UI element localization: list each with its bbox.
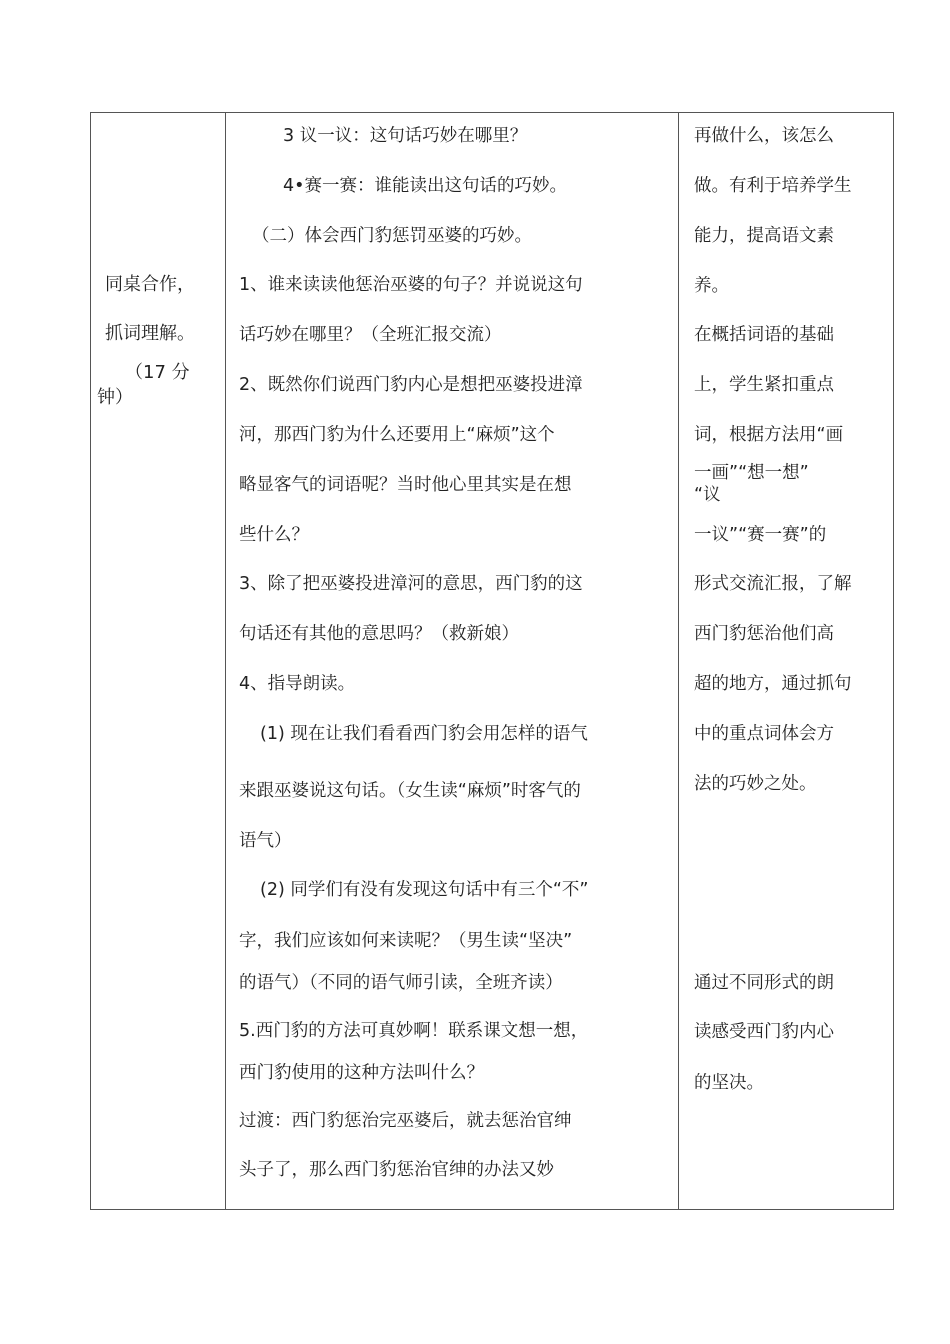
duration-line: （17 分 bbox=[125, 362, 190, 383]
content-line: 河，那西门豹为什么还要用上“麻烦”这个 bbox=[239, 425, 555, 445]
note-line: 再做什么，该怎么 bbox=[694, 126, 834, 146]
note-line: 在概括词语的基础 bbox=[694, 325, 834, 345]
content-line: 语气） bbox=[239, 831, 292, 851]
activity-cell bbox=[91, 113, 225, 1209]
content-line: 4、指导朗读。 bbox=[239, 674, 356, 694]
content-line: 的语气）（不同的语气师引读，全班齐读） bbox=[239, 973, 563, 993]
note-line: 一画”“想一想” bbox=[694, 463, 809, 483]
content-line: 话巧妙在哪里？（全班汇报交流） bbox=[239, 325, 502, 345]
note-line: 超的地方，通过抓句 bbox=[694, 674, 852, 694]
content-line: (2) 同学们有没有发现这句话中有三个“不” bbox=[260, 880, 589, 900]
section-heading: （二）体会西门豹惩罚巫婆的巧妙。 bbox=[252, 226, 532, 246]
content-line: 字，我们应该如何来读呢？（男生读“坚决” bbox=[239, 931, 573, 951]
design-intent-cell bbox=[679, 113, 893, 1209]
content-line: 头子了，那么西门豹惩治官绅的办法又妙 bbox=[239, 1160, 554, 1180]
content-line: 4•赛一赛：谁能读出这句话的巧妙。 bbox=[283, 176, 567, 196]
content-line: 5.西门豹的方法可真妙啊！联系课文想一想， bbox=[239, 1021, 589, 1041]
lesson-plan-table bbox=[90, 112, 894, 1210]
note-line: 西门豹惩治他们高 bbox=[694, 624, 834, 644]
note-line: 能力，提高语文素 bbox=[694, 226, 834, 246]
content-line: 1、谁来读读他惩治巫婆的句子？并说说这句 bbox=[239, 275, 583, 295]
note-line: 上，学生紧扣重点 bbox=[694, 375, 834, 395]
note-line: 法的巧妙之处。 bbox=[694, 774, 817, 794]
note-line: 通过不同形式的朗 bbox=[694, 973, 834, 993]
content-line: 2、既然你们说西门豹内心是想把巫婆投进漳 bbox=[239, 375, 583, 395]
note-line: 形式交流汇报，了解 bbox=[694, 574, 852, 594]
note-line: 读感受西门豹内心 bbox=[694, 1022, 834, 1042]
note-line: 词，根据方法用“画 bbox=[694, 425, 844, 445]
duration-line: 钟） bbox=[97, 387, 133, 408]
note-line: “议 bbox=[694, 485, 721, 505]
note-line: 中的重点词体会方 bbox=[694, 724, 834, 744]
teaching-process-cell bbox=[226, 113, 678, 1209]
content-line: 来跟巫婆说这句话。（女生读“麻烦”时客气的 bbox=[239, 781, 581, 801]
content-line: 句话还有其他的意思吗？（救新娘） bbox=[239, 624, 519, 644]
note-line: 的坚决。 bbox=[694, 1073, 764, 1093]
content-line: 些什么？ bbox=[239, 525, 309, 545]
content-line: 略显客气的词语呢？当时他心里其实是在想 bbox=[239, 475, 572, 495]
content-line: 3、除了把巫婆投进漳河的意思，西门豹的这 bbox=[239, 574, 583, 594]
activity-line: 抓词理解。 bbox=[105, 323, 195, 344]
content-line: 西门豹使用的这种方法叫什么？ bbox=[239, 1063, 484, 1083]
note-line: 养。 bbox=[694, 276, 729, 296]
content-line: (1) 现在让我们看看西门豹会用怎样的语气 bbox=[260, 724, 588, 744]
note-line: 一议”“赛一赛”的 bbox=[694, 525, 827, 545]
content-line: 过渡：西门豹惩治完巫婆后，就去惩治官绅 bbox=[239, 1111, 572, 1131]
note-line: 做。有利于培养学生 bbox=[694, 176, 852, 196]
activity-line: 同桌合作， bbox=[105, 274, 195, 295]
content-line: 3 议一议：这句话巧妙在哪里？ bbox=[283, 126, 528, 146]
